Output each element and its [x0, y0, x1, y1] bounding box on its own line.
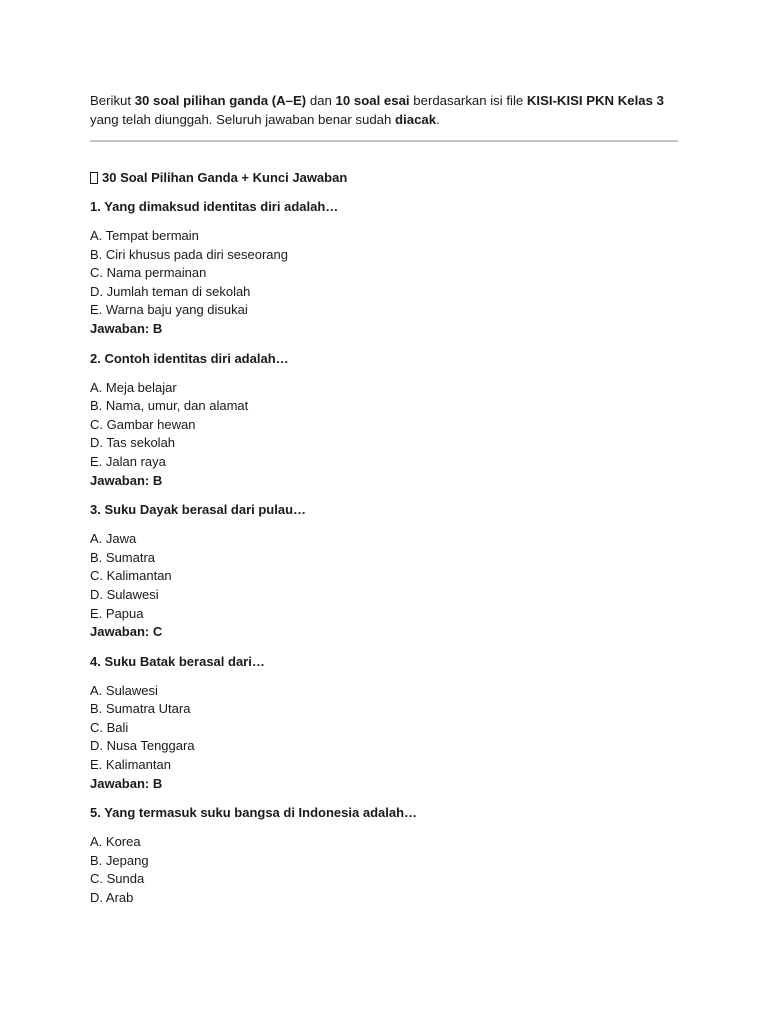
- answer-key: Jawaban: B: [90, 472, 163, 488]
- option-item: C. Sunda: [90, 871, 145, 887]
- answer-key: Jawaban: C: [90, 624, 163, 640]
- option-item: C. Gambar hewan: [90, 416, 196, 432]
- option-item: C. Nama permainan: [90, 265, 207, 281]
- intro-bold-file: KISI-KISI PKN Kelas 3: [526, 93, 664, 108]
- option-item: E. Kalimantan: [90, 757, 171, 773]
- option-list: [90, 833, 680, 907]
- option-item: A. Meja belajar: [90, 379, 177, 395]
- question-item: [90, 653, 680, 794]
- intro-text: yang telah diunggah. Seluruh jawaban benar sudah: [90, 112, 396, 127]
- option-item: D. Tas sekolah: [90, 435, 176, 451]
- option-list: [90, 379, 680, 472]
- option-item: B. Ciri khusus pada diri seseorang: [90, 246, 288, 262]
- intro-paragraph: [90, 91, 680, 129]
- option-item: B. Nama, umur, dan alamat: [90, 398, 249, 414]
- option-item: A. Jawa: [90, 531, 137, 547]
- horizontal-divider: [90, 140, 678, 142]
- option-item: D. Nusa Tenggara: [90, 738, 195, 754]
- option-item: E. Papua: [90, 605, 144, 621]
- intro-bold-count: 30 soal pilihan ganda (A–E): [134, 93, 307, 108]
- question-title: 1. Yang dimaksud identitas diri adalah…: [90, 199, 339, 214]
- question-item: [90, 501, 680, 642]
- option-item: E. Jalan raya: [90, 453, 166, 469]
- option-list: [90, 530, 680, 623]
- answer-key: Jawaban: B: [90, 320, 163, 336]
- option-item: C. Kalimantan: [90, 568, 172, 584]
- option-item: D. Sulawesi: [90, 586, 159, 602]
- question-item: [90, 198, 680, 339]
- question-title: 2. Contoh identitas diri adalah…: [90, 350, 289, 366]
- section-heading-text: 30 Soal Pilihan Ganda + Kunci Jawaban: [102, 170, 348, 185]
- intro-text: .: [436, 112, 440, 127]
- option-item: B. Sumatra Utara: [90, 701, 191, 717]
- option-item: A. Sulawesi: [90, 682, 158, 698]
- option-item: B. Sumatra: [90, 549, 156, 565]
- section-heading: [90, 169, 680, 187]
- question-title: 4. Suku Batak berasal dari…: [90, 653, 265, 669]
- option-item: D. Jumlah teman di sekolah: [90, 283, 251, 299]
- intro-text: dan: [306, 93, 336, 108]
- question-item: [90, 350, 680, 491]
- intro-bold-essay: 10 soal esai: [335, 93, 410, 108]
- option-list: [90, 682, 680, 775]
- option-item: A. Tempat bermain: [90, 228, 199, 243]
- option-list: [90, 227, 680, 320]
- question-title: 5. Yang termasuk suku bangsa di Indonesia adalah…: [90, 805, 418, 821]
- intro-text: Berikut: [90, 93, 135, 108]
- question-list: [90, 198, 680, 908]
- document-emoji-icon: [90, 172, 98, 184]
- intro-bold-shuffled: diacak: [395, 112, 437, 127]
- question-item: [90, 804, 680, 907]
- answer-key: Jawaban: B: [90, 775, 163, 791]
- document-page: [90, 91, 680, 908]
- option-item: E. Warna baju yang disukai: [90, 302, 248, 318]
- option-item: D. Arab: [90, 890, 134, 906]
- option-item: A. Korea: [90, 834, 141, 850]
- option-item: B. Jepang: [90, 852, 149, 868]
- intro-text: berdasarkan isi file: [409, 93, 527, 108]
- question-title: 3. Suku Dayak berasal dari pulau…: [90, 502, 307, 518]
- option-item: C. Bali: [90, 719, 129, 735]
